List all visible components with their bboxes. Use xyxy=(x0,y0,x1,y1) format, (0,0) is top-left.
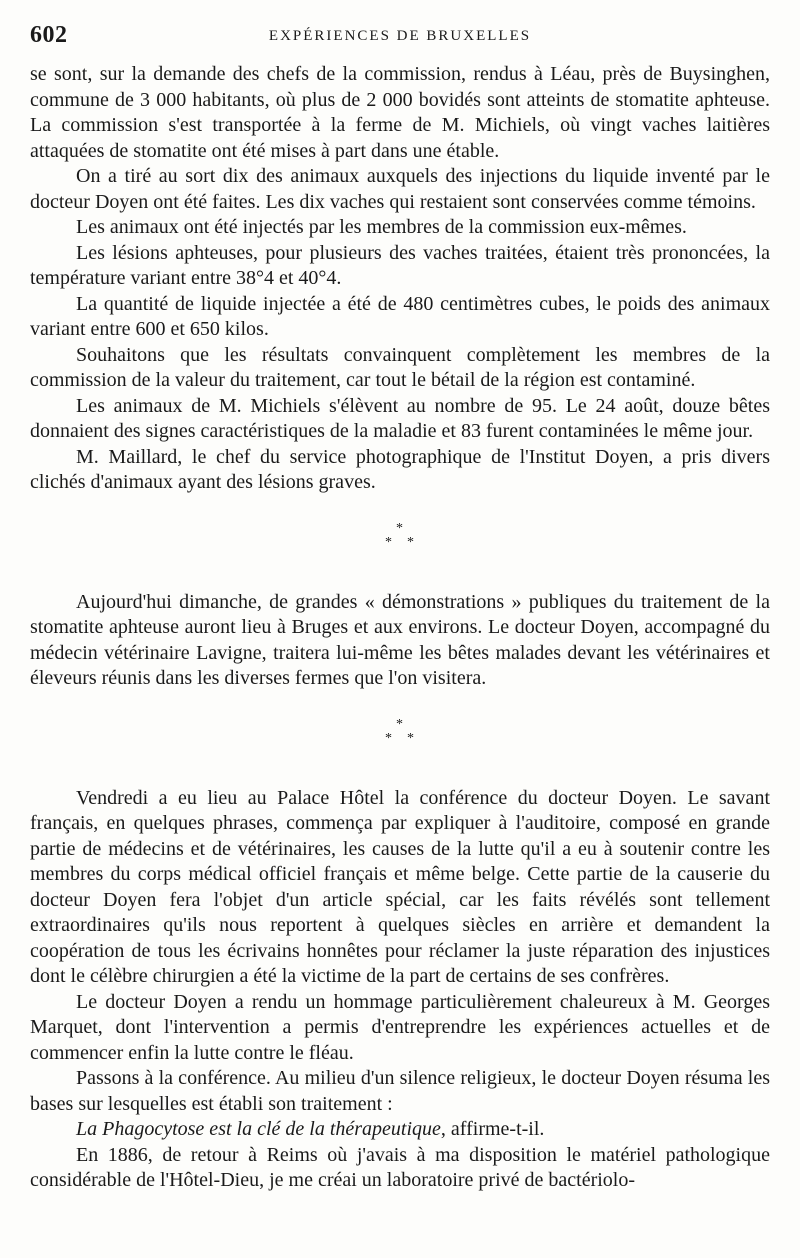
asterisk-glyph: * xyxy=(385,730,392,746)
quote-attribution: , affirme-t-il. xyxy=(440,1118,545,1140)
asterisk-glyph: * xyxy=(396,520,403,536)
page-header xyxy=(30,22,770,52)
paragraph: Vendredi a eu lieu au Palace Hôtel la conférence du docteur Doyen. Le savant français, en quelques phrases, commença par expliquer à l'auditoire, composé en grande partie de médecins et de vétérinaires, les causes de la lutte qu'il a eu à soutenir contre les membres du corps médical officiel français et même belge. Cette partie de la causerie du docteur Doyen fera l'objet d'un article spécial, car les faits révélés sont tellement extraordinaires qu'ils nous reportent à quelques siècles en arrière et demandent la coopération de tous les écrivains honnêtes pour réclamer la juste réparation des injustices dont le célèbre chirurgien a été la victime de la part de certains de ses confrères. xyxy=(30,786,770,987)
paragraph: Les lésions aphteuses, pour plusieurs des vaches traitées, étaient très prononcées, la température variant entre 38°4 et 40°4. xyxy=(30,241,770,289)
paragraph: Le docteur Doyen a rendu un hommage particulièrement chaleureux à M. Georges Marquet, dont l'intervention a permis d'entreprendre les expériences actuelles et de commencer enfin la lutte contre le fléau. xyxy=(30,990,770,1064)
paragraph: M. Maillard, le chef du service photographique de l'Institut Doyen, a pris divers clichés d'animaux ayant des lésions graves. xyxy=(30,445,770,493)
paragraph: Souhaitons que les résultats convainquent complètement les membres de la commission de la valeur du traitement, car tout le bétail de la région est contaminé. xyxy=(30,343,770,391)
section-asterism xyxy=(30,710,770,766)
running-head: EXPÉRIENCES DE BRUXELLES xyxy=(268,28,532,44)
paragraph-quote xyxy=(30,1117,770,1143)
asterisk-glyph: * xyxy=(407,534,414,550)
paragraph: On a tiré au sort dix des animaux auxquels des injections du liquide inventé par le docteur Doyen ont été faites. Les dix vaches qui restaient sont conservées comme témoins. xyxy=(30,165,770,213)
paragraph: Les animaux de M. Michiels s'élèvent au nombre de 95. Le 24 août, douze bêtes donnaient des signes caractéristiques de la maladie et 83 furent contaminées le même jour. xyxy=(30,394,770,442)
asterisk-glyph: * xyxy=(407,730,414,746)
page-number: 602 xyxy=(30,22,68,48)
italic-quote: La Phagocytose est la clé de la thérapeutique xyxy=(76,1118,441,1140)
asterisk-glyph: * xyxy=(396,716,403,732)
paragraph: En 1886, de retour à Reims où j'avais à ma disposition le matériel pathologique considérable de l'Hôtel-Dieu, je me créai un laboratoire privé de bactériolo- xyxy=(30,1143,770,1191)
asterisk-glyph: * xyxy=(385,534,392,550)
paragraph: Passons à la conférence. Au milieu d'un silence religieux, le docteur Doyen résuma les bases sur lesquelles est établi son traitement : xyxy=(30,1067,770,1115)
article-body xyxy=(30,62,770,1194)
paragraph: La quantité de liquide injectée a été de 480 centimètres cubes, le poids des animaux variant entre 600 et 650 kilos. xyxy=(30,292,770,340)
paragraph: Aujourd'hui dimanche, de grandes « démonstrations » publiques du traitement de la stomatite aphteuse auront lieu à Bruges et aux environs. Le docteur Doyen, accompagné du médecin vétérinaire Lavigne, traitera lui-même les bêtes malades devant les vétérinaires et éleveurs réunis dans les diverses fermes que l'on visitera. xyxy=(30,590,770,689)
paragraph-continuation: se sont, sur la demande des chefs de la commission, rendus à Léau, près de Buysinghen, commune de 3 000 habitants, où plus de 2 000 bovidés sont atteints de stomatite aphteuse. La commission s'est transportée à la ferme de M. Michiels, où vingt vaches laitières attaquées de stomatite ont été mises à part dans une étable. xyxy=(30,63,770,162)
paragraph: Les animaux ont été injectés par les membres de la commission eux-mêmes. xyxy=(76,216,687,238)
section-asterism xyxy=(30,514,770,570)
